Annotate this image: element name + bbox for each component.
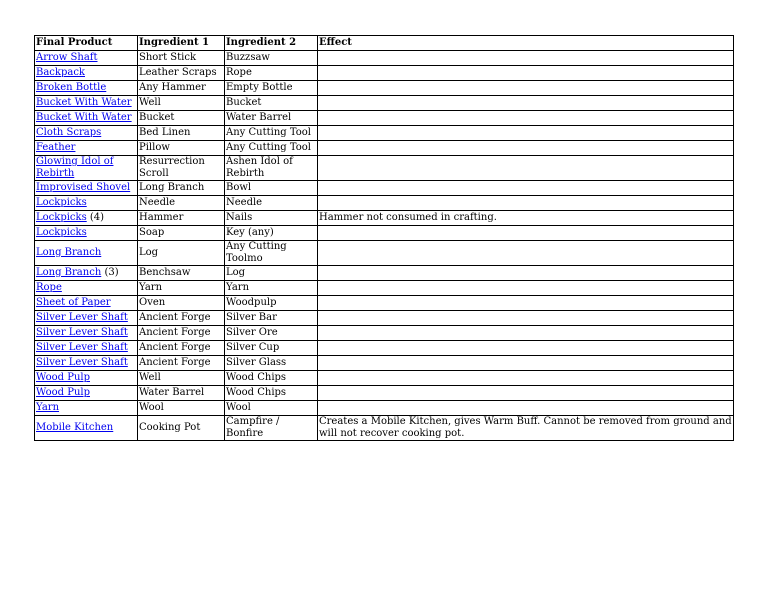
product-quantity: (4) [86,212,105,223]
cell-final-product [35,281,138,296]
cell-effect [318,386,734,401]
cell-effect: Hammer not consumed in crafting. [318,211,734,226]
table-row [35,156,734,181]
cell-effect [318,356,734,371]
cell-ingredient-2: Ashen Idol of Rebirth [225,156,318,181]
cell-effect [318,156,734,181]
table-body [35,51,734,441]
header-ingredient-2: Ingredient 2 [225,36,318,51]
cell-final-product [35,96,138,111]
cell-ingredient-2: Buzzsaw [225,51,318,66]
cell-ingredient-2: Bowl [225,181,318,196]
cell-final-product [35,51,138,66]
table-row [35,126,734,141]
cell-effect [318,226,734,241]
cell-final-product [35,416,138,441]
cell-ingredient-2: Woodpulp [225,296,318,311]
cell-effect [318,296,734,311]
cell-ingredient-1: Ancient Forge [138,311,225,326]
product-link[interactable]: Broken Bottle [36,82,107,93]
product-link[interactable]: Cloth Scraps [36,127,102,138]
cell-effect [318,241,734,266]
cell-effect [318,266,734,281]
product-link[interactable]: Lockpicks [36,197,87,208]
cell-final-product [35,241,138,266]
cell-ingredient-2: Silver Cup [225,341,318,356]
product-quantity: (3) [101,267,119,278]
cell-ingredient-1: Well [138,371,225,386]
cell-ingredient-1: Long Branch [138,181,225,196]
header-final-product: Final Product [35,36,138,51]
product-link[interactable]: Wood Pulp [36,387,90,398]
cell-ingredient-2: Any Cutting Toolmo [225,241,318,266]
header-ingredient-1: Ingredient 1 [138,36,225,51]
cell-final-product [35,81,138,96]
product-link[interactable]: Improvised Shovel [36,182,131,193]
cell-effect [318,111,734,126]
product-link[interactable]: Silver Lever Shaft [36,342,128,353]
product-link[interactable]: Lockpicks [36,227,87,238]
cell-ingredient-2: Silver Bar [225,311,318,326]
table-row [35,296,734,311]
cell-final-product [35,296,138,311]
cell-effect [318,181,734,196]
product-link[interactable]: Silver Lever Shaft [36,327,128,338]
cell-effect: Creates a Mobile Kitchen, gives Warm Buff. Cannot be removed from ground and will not recover cooking pot. [319,416,732,439]
cell-ingredient-2: Silver Glass [225,356,318,371]
cell-final-product [35,66,138,81]
cell-final-product [35,341,138,356]
cell-ingredient-1: Soap [138,226,225,241]
table-row [35,81,734,96]
header-effect: Effect [318,36,734,51]
product-link[interactable]: Bucket With Water [36,97,132,108]
table-row [35,341,734,356]
cell-ingredient-1: Ancient Forge [138,341,225,356]
product-link[interactable]: Wood Pulp [36,372,90,383]
table-row [35,416,734,441]
cell-ingredient-2: Water Barrel [225,111,318,126]
cell-effect [318,326,734,341]
cell-ingredient-1: Leather Scraps [138,66,225,81]
table-row [35,241,734,266]
table-row [35,401,734,416]
table-row [35,371,734,386]
cell-ingredient-2: Yarn [225,281,318,296]
product-link[interactable]: Mobile Kitchen [36,422,114,433]
cell-ingredient-1: Hammer [138,211,225,226]
table-row [35,326,734,341]
table-row [35,141,734,156]
table-row [35,226,734,241]
cell-ingredient-1: Water Barrel [138,386,225,401]
cell-ingredient-1: Wool [138,401,225,416]
table-row [35,111,734,126]
cell-final-product [35,141,138,156]
product-link[interactable]: Yarn [36,402,60,413]
cell-final-product [35,311,138,326]
cell-effect [318,401,734,416]
table-row [35,386,734,401]
cell-ingredient-1: Benchsaw [138,266,225,281]
table-row [35,266,734,281]
table-row [35,311,734,326]
product-link[interactable]: Sheet of Paper [36,297,111,308]
cell-final-product [35,196,138,211]
cell-effect [318,96,734,111]
cell-ingredient-2: Rope [225,66,318,81]
table-row [35,356,734,371]
cell-ingredient-1: Ancient Forge [138,356,225,371]
cell-ingredient-1: Ancient Forge [138,326,225,341]
cell-final-product [35,111,138,126]
product-link[interactable]: Lockpicks [36,212,87,223]
cell-ingredient-1: Well [138,96,225,111]
cell-ingredient-1: Yarn [138,281,225,296]
cell-final-product [35,371,138,386]
cell-final-product [35,226,138,241]
cell-final-product [35,181,138,196]
product-link[interactable]: Glowing Idol of Rebirth [36,156,114,179]
cell-ingredient-1: Short Stick [138,51,225,66]
product-link[interactable]: Feather [36,142,76,153]
cell-ingredient-1: Bed Linen [138,126,225,141]
cell-effect [318,81,734,96]
cell-ingredient-2: Wood Chips [225,371,318,386]
cell-effect [318,51,734,66]
cell-ingredient-2: Key (any) [225,226,318,241]
cell-final-product [35,356,138,371]
product-link[interactable]: Long Branch [36,247,102,258]
table-row [35,196,734,211]
cell-ingredient-1: Bucket [138,111,225,126]
cell-ingredient-2: Log [225,266,318,281]
cell-effect [318,311,734,326]
recipe-table [34,35,734,441]
table-row [35,281,734,296]
cell-ingredient-1: Pillow [138,141,225,156]
product-link[interactable]: Bucket With Water [36,112,132,123]
cell-final-product [35,386,138,401]
header-row [35,36,734,51]
cell-ingredient-1: Needle [138,196,225,211]
cell-ingredient-1: Any Hammer [138,81,225,96]
cell-ingredient-1: Log [138,241,225,266]
cell-ingredient-1: Resurrection Scroll [138,156,225,181]
product-link[interactable]: Long Branch [36,267,102,278]
cell-final-product [35,211,138,226]
table-row [35,211,734,226]
cell-ingredient-2: Nails [225,211,318,226]
cell-final-product [35,266,138,281]
cell-ingredient-1: Cooking Pot [138,416,225,441]
cell-effect [318,281,734,296]
cell-effect [318,371,734,386]
cell-effect [318,126,734,141]
cell-ingredient-2: Silver Ore [225,326,318,341]
table-row [35,66,734,81]
cell-ingredient-2: Any Cutting Tool [225,126,318,141]
cell-effect [318,196,734,211]
table-row [35,181,734,196]
cell-final-product [35,126,138,141]
cell-ingredient-2: Any Cutting Tool [225,141,318,156]
cell-ingredient-2: Wool [225,401,318,416]
cell-final-product [35,156,138,181]
product-link[interactable]: Backpack [36,67,85,78]
product-link[interactable]: Silver Lever Shaft [36,357,128,368]
cell-ingredient-2: Wood Chips [225,386,318,401]
product-link[interactable]: Rope [36,282,62,293]
cell-final-product [35,326,138,341]
table-row [35,51,734,66]
cell-ingredient-2: Campfire / Bonfire [225,416,318,441]
product-link[interactable]: Arrow Shaft [36,52,98,63]
table-row [35,96,734,111]
cell-ingredient-2: Empty Bottle [225,81,318,96]
cell-ingredient-1: Oven [138,296,225,311]
cell-ingredient-2: Bucket [225,96,318,111]
cell-final-product [35,401,138,416]
cell-effect [318,66,734,81]
cell-effect [318,141,734,156]
product-link[interactable]: Silver Lever Shaft [36,312,128,323]
cell-ingredient-2: Needle [225,196,318,211]
cell-effect [318,341,734,356]
